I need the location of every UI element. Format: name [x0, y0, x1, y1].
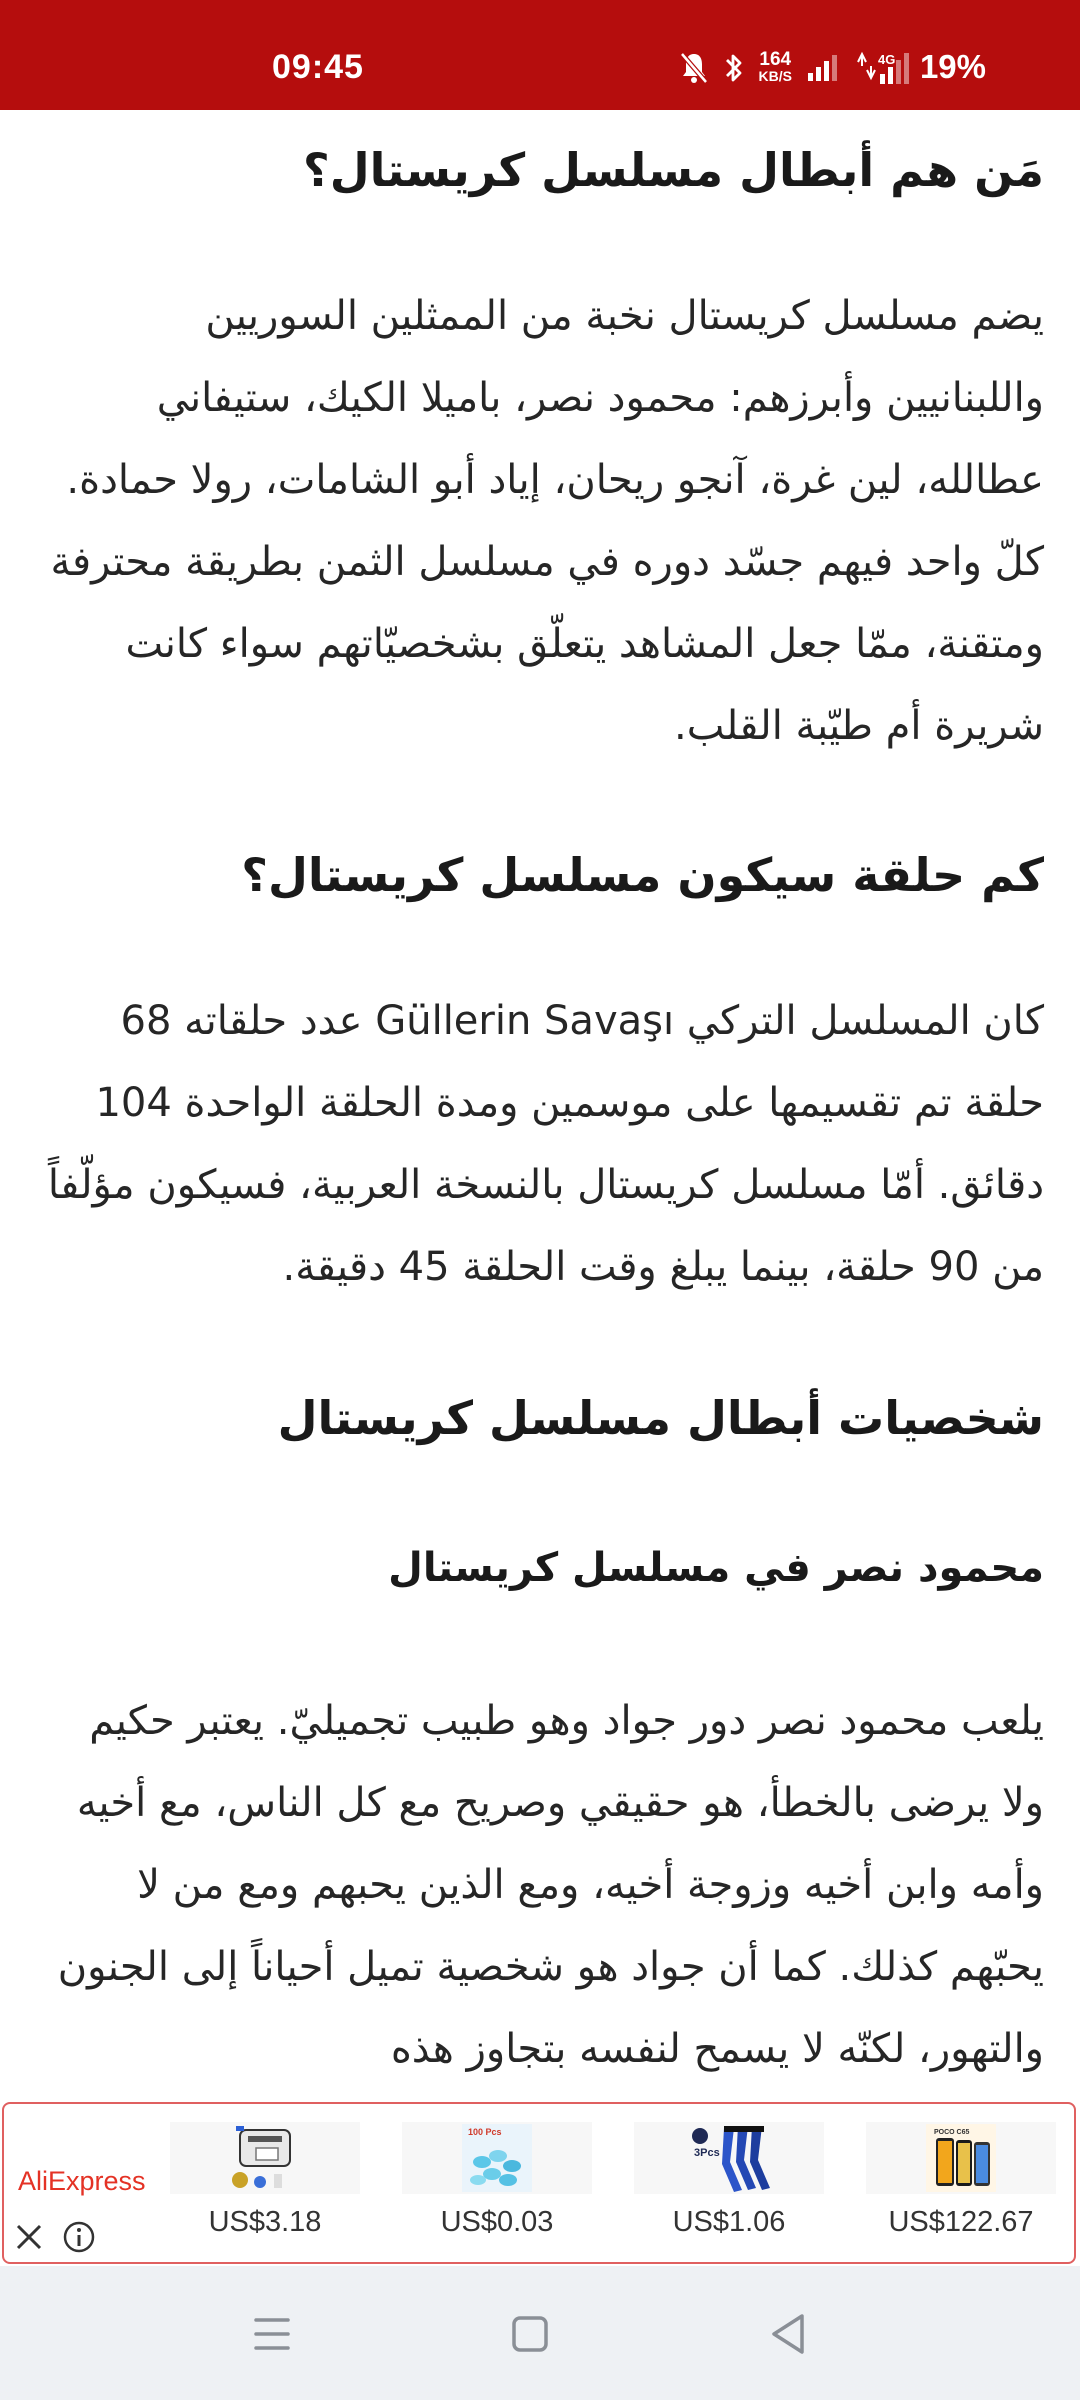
signal-icon [806, 53, 840, 83]
ad-product-price[interactable]: US$1.06 [672, 2206, 786, 2238]
back-triangle-icon[interactable] [758, 2306, 818, 2362]
thumb-caption: 3Pcs [694, 2147, 720, 2159]
network-speed-unit: KB/S [758, 68, 792, 84]
section-heading-episodes: كم حلقة سيكون مسلسل كريستال؟ [241, 848, 1044, 902]
blue-tablets-icon [402, 2122, 592, 2194]
ad-product-price[interactable]: US$3.18 [208, 2206, 322, 2238]
ad-banner[interactable] [2, 2102, 1076, 2264]
status-bar [0, 0, 1080, 110]
signal-4g-icon [854, 50, 910, 86]
thumb-caption: 100 Pcs [468, 2127, 502, 2137]
section-paragraph-mahmoud: يلعب محمود نصر دور جواد وهو طبيب تجميليّ. يعتبر حكيم ولا يرضى بالخطأ، هو حقيقي وصريح مع كل الناس، مع أخيه وأمه وابن أخيه وزوجة أخيه، ومع الذين يحبهم ومع من لا يحبّهم كذلك. كما أن جواد هو شخصية تميل أحياناً إلى الجنون والتهور، لكنّه لا يسمح لنفسه بتجاوز هذه [57, 1698, 1044, 2072]
home-square-icon[interactable] [500, 2306, 560, 2362]
label-printer-icon [170, 2122, 360, 2194]
info-icon[interactable] [62, 2220, 96, 2254]
status-icons [679, 46, 910, 90]
mute-bell-icon [679, 51, 709, 85]
system-nav-bar [0, 2266, 1080, 2400]
ad-product-thumb[interactable] [402, 2122, 592, 2194]
smartphone-icon [866, 2122, 1056, 2194]
section-paragraph-episodes: كان المسلسل التركي Güllerin Savaşı عدد حلقاته 68 حلقة تم تقسيمها على موسمين ومدة الحلقة الواحدة 104 دقائق. أمّا مسلسل كريستال بالنسخة العربية، فسيكون مؤلّفاً من 90 حلقة، بينما يبلغ وقت الحلقة 45 دقيقة. [47, 998, 1044, 1290]
ad-product-price[interactable]: US$122.67 [888, 2206, 1034, 2238]
brushes-icon [634, 2122, 824, 2194]
thumb-caption: POCO C65 [934, 2129, 970, 2136]
ad-product-1[interactable] [170, 2122, 360, 2258]
ad-product-thumb[interactable] [634, 2122, 824, 2194]
section-heading-characters: شخصيات أبطال مسلسل كريستال [277, 1391, 1044, 1445]
close-icon[interactable] [14, 2222, 44, 2252]
bluetooth-icon [723, 51, 745, 85]
battery-level: 19% [919, 48, 986, 85]
menu-icon[interactable] [242, 2306, 302, 2362]
status-time: 09:45 [272, 48, 364, 86]
network-type: 4G [878, 52, 896, 67]
ad-product-price[interactable]: US$0.03 [440, 2206, 554, 2238]
ad-product-thumb[interactable] [866, 2122, 1056, 2194]
section-paragraph-heroes: يضم مسلسل كريستال نخبة من الممثلين السوريين واللبنانيين وأبرزهم: محمود نصر، باميلا الكيك، ستيفاني عطالله، لين غرة، آنجو ريحان، إياد أبو الشامات، رولا حمادة. كلّ واحد فيهم جسّد دوره في مسلسل الثمن بطريقة محترفة ومتقنة، ممّا جعل المشاهد يتعلّق بشخصيّاتهم سواء كانت شريرة أم طيّبة القلب. [50, 293, 1044, 749]
ad-product-2[interactable] [402, 2122, 592, 2258]
network-speed-value: 164 [759, 49, 792, 70]
ad-product-4[interactable] [866, 2122, 1056, 2258]
network-speed [758, 49, 792, 84]
ad-product-3[interactable] [634, 2122, 824, 2258]
section-heading-heroes: مَن هم أبطال مسلسل كريستال؟ [303, 143, 1044, 197]
ad-product-thumb[interactable] [170, 2122, 360, 2194]
aliexpress-logo[interactable]: AliExpress [18, 2166, 146, 2196]
section-heading-mahmoud: محمود نصر في مسلسل كريستال [388, 1545, 1044, 1591]
